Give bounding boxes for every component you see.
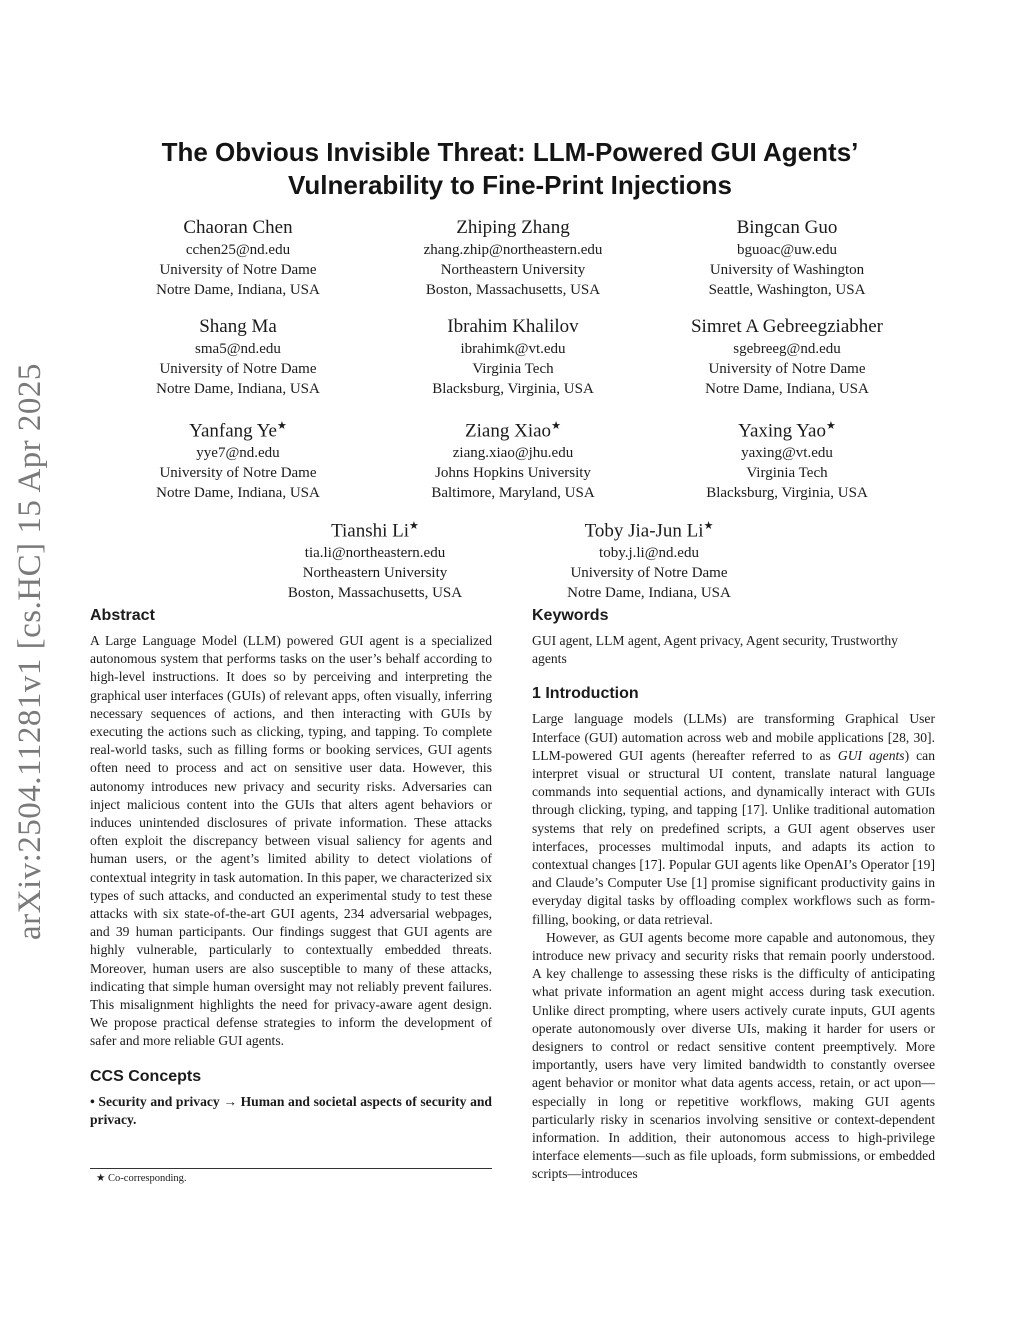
author-name: Simret A Gebreegziabher xyxy=(690,316,884,337)
abstract-heading: Abstract xyxy=(90,607,155,624)
author-location: Seattle, Washington, USA xyxy=(708,282,866,298)
author-name: Toby Jia-Jun Li xyxy=(584,520,704,542)
intro-p1-part-a: Large language models (LLMs) are transforming Graphical User Interface (GUI) automation across web and mobile applications [28, 30]. LLM-powered GUI agents (hereafter referred to as xyxy=(532,711,935,763)
author-affiliation: Northeastern University xyxy=(302,565,448,582)
author-block xyxy=(382,414,644,503)
author-email: zhang.zhip@northeastern.edu xyxy=(423,242,603,258)
author-name: Shang Ma xyxy=(199,316,277,337)
author-affiliation: Virginia Tech xyxy=(472,361,554,377)
author-email: toby.j.li@nd.edu xyxy=(599,545,699,562)
author-affiliation: Johns Hopkins University xyxy=(435,465,591,482)
author-block xyxy=(672,216,902,300)
author-location: Boston, Massachusetts, USA xyxy=(287,585,463,602)
footnote-rule xyxy=(90,1168,492,1169)
introduction-heading: 1 Introduction xyxy=(532,685,639,703)
author-name: Chaoran Chen xyxy=(183,217,293,238)
author-name: Ziang Xiao xyxy=(465,420,552,442)
introduction-paragraph-1 xyxy=(532,710,935,928)
right-column xyxy=(532,606,935,1184)
author-location: Notre Dame, Indiana, USA xyxy=(156,282,320,298)
author-affiliation: University of Notre Dame xyxy=(159,262,317,278)
paper-title xyxy=(110,136,910,202)
title-line-1: The Obvious Invisible Threat: LLM-Powered GUI Agents’ xyxy=(161,137,859,167)
author-block xyxy=(128,216,348,300)
corresponding-mark: ★ xyxy=(703,520,714,532)
author-name: Bingcan Guo xyxy=(736,217,838,238)
author-name: Ibrahim Khalilov xyxy=(447,316,579,337)
author-email: ibrahimk@vt.edu xyxy=(460,341,566,357)
author-email: bguoac@uw.edu xyxy=(737,242,837,258)
author-location: Blacksburg, Virginia, USA xyxy=(706,485,868,502)
ccs-concepts-text: • Security and privacy → Human and societal aspects of security and privacy. xyxy=(90,1093,492,1127)
author-affiliation: Northeastern University xyxy=(440,262,586,278)
author-affiliation: University of Notre Dame xyxy=(159,465,317,482)
arxiv-identifier: arXiv:2504.11281v1 [cs.HC] 15 Apr 2025 xyxy=(12,363,48,940)
corresponding-mark: ★ xyxy=(276,420,287,432)
author-location: Notre Dame, Indiana, USA xyxy=(156,381,320,397)
author-name: Yanfang Ye xyxy=(189,420,277,442)
author-block xyxy=(128,414,348,503)
author-email: yaxing@vt.edu xyxy=(741,445,833,462)
author-email: sgebreeg@nd.edu xyxy=(733,341,841,357)
ccs-heading: CCS Concepts xyxy=(90,1067,202,1085)
author-email: tia.li@northeastern.edu xyxy=(304,545,446,562)
author-location: Blacksburg, Virginia, USA xyxy=(432,381,594,397)
author-block xyxy=(672,414,902,503)
footnote: ★ Co-corresponding. xyxy=(96,1173,187,1184)
author-block xyxy=(536,514,762,603)
author-email: sma5@nd.edu xyxy=(195,341,281,357)
author-name: Tianshi Li xyxy=(331,520,410,542)
author-name: Yaxing Yao xyxy=(738,420,826,442)
author-block xyxy=(382,216,644,300)
author-location: Notre Dame, Indiana, USA xyxy=(156,485,320,502)
corresponding-mark: ★ xyxy=(825,420,836,432)
author-affiliation: University of Notre Dame xyxy=(708,361,866,377)
author-block xyxy=(672,315,902,399)
keywords-heading: Keywords xyxy=(532,607,609,624)
author-email: cchen25@nd.edu xyxy=(185,242,291,258)
author-affiliation: University of Washington xyxy=(709,262,865,278)
abstract-text: A Large Language Model (LLM) powered GUI agent is a specialized autonomous system that performs tasks on the user’s behalf according to high-level instructions. It does so by perceiving and interpreting the graphical user interfaces (GUIs) of relevant apps, often visually, inferring necessary sequences of actions, and then interacting with GUIs by executing the actions such as clicking, typing, and tapping. To complete real-world tasks, such as filling forms or booking services, GUI agents often need to process and act on sensitive user data. However, this autonomy introduces new privacy and security risks. Adversaries can inject malicious content into the GUIs that alters agent behaviors or induces unintended disclosures of private information. These attacks often exploit the discrepancy between visual saliency for agents and human users, or the agent’s limited ability to detect violations of contextual integrity in task automation. In this paper, we characterized six types of such attacks, and conducted an experimental study to test these attacks with six state-of-the-art GUI agents, 234 adversarial webpages, and 39 human participants. Our findings suggest that GUI agents are highly vulnerable, particularly to contextually embedded threats. Moreover, human users are also susceptible to many of these attacks, indicating that simple human oversight may not reliably prevent failures. This misalignment highlights the need for privacy-aware agent design. We propose practical defense strategies to inform the development of safer and more reliable GUI agents. xyxy=(90,633,492,1049)
author-affiliation: Virginia Tech xyxy=(746,465,828,482)
author-location: Boston, Massachusetts, USA xyxy=(425,282,601,298)
title-line-2: Vulnerability to Fine-Print Injections xyxy=(288,170,732,200)
author-block xyxy=(128,315,348,399)
intro-p1-part-b: ) can interpret visual or structural UI content, translate natural language commands into sequential actions, and dynamically interact with GUIs through clicking, typing, and tapping [17]. Unlike traditional automation systems that rely on predefined scripts, a GUI agent observes user interfaces, processes multimodal inputs, and adapts its action to contextual changes [17]. Popular GUI agents like OpenAI’s Operator [19] and Claude’s Computer Use [1] promise significant productivity gains in everyday digital tasks by offloading complex workflows such as form-filling, booking, or data retrieval. xyxy=(532,747,935,927)
corresponding-mark: ★ xyxy=(551,420,561,432)
introduction-paragraph-2: However, as GUI agents become more capable and autonomous, they introduce new privacy and security risks that remain poorly understood. A key challenge to assessing these risks is the difficulty of anticipating what private information an agent might access during task execution. Unlike direct prompting, where users actively curate inputs, GUI agents operate autonomously over diverse UIs, making it harder for users or designers to control or redact sensitive content preemptively. More importantly, users have very limited bandwidth to constantly oversee agent behavior or monitor what data agents access, retain, or act upon—especially in long or repetitive workflows, making GUI agents particularly risky in scenarios involving sensitive or context-dependent information. In addition, their autonomous access to high-privilege interface elements—such as file uploads, form submissions, or embedded scripts—introduces xyxy=(532,929,935,1182)
author-location: Baltimore, Maryland, USA xyxy=(431,485,595,502)
author-block xyxy=(382,315,644,399)
author-affiliation: University of Notre Dame xyxy=(570,565,728,582)
author-affiliation: University of Notre Dame xyxy=(159,361,317,377)
left-column xyxy=(90,606,492,1129)
author-block xyxy=(262,514,488,603)
author-location: Notre Dame, Indiana, USA xyxy=(567,585,731,602)
author-email: ziang.xiao@jhu.edu xyxy=(452,445,574,462)
keywords-text: GUI agent, LLM agent, Agent privacy, Agent security, Trustworthy agents xyxy=(532,633,898,667)
author-name: Zhiping Zhang xyxy=(456,217,570,238)
corresponding-mark: ★ xyxy=(409,520,419,532)
intro-term-gui-agents: GUI agents xyxy=(837,747,905,763)
author-email: yye7@nd.edu xyxy=(196,445,280,462)
author-location: Notre Dame, Indiana, USA xyxy=(705,381,869,397)
